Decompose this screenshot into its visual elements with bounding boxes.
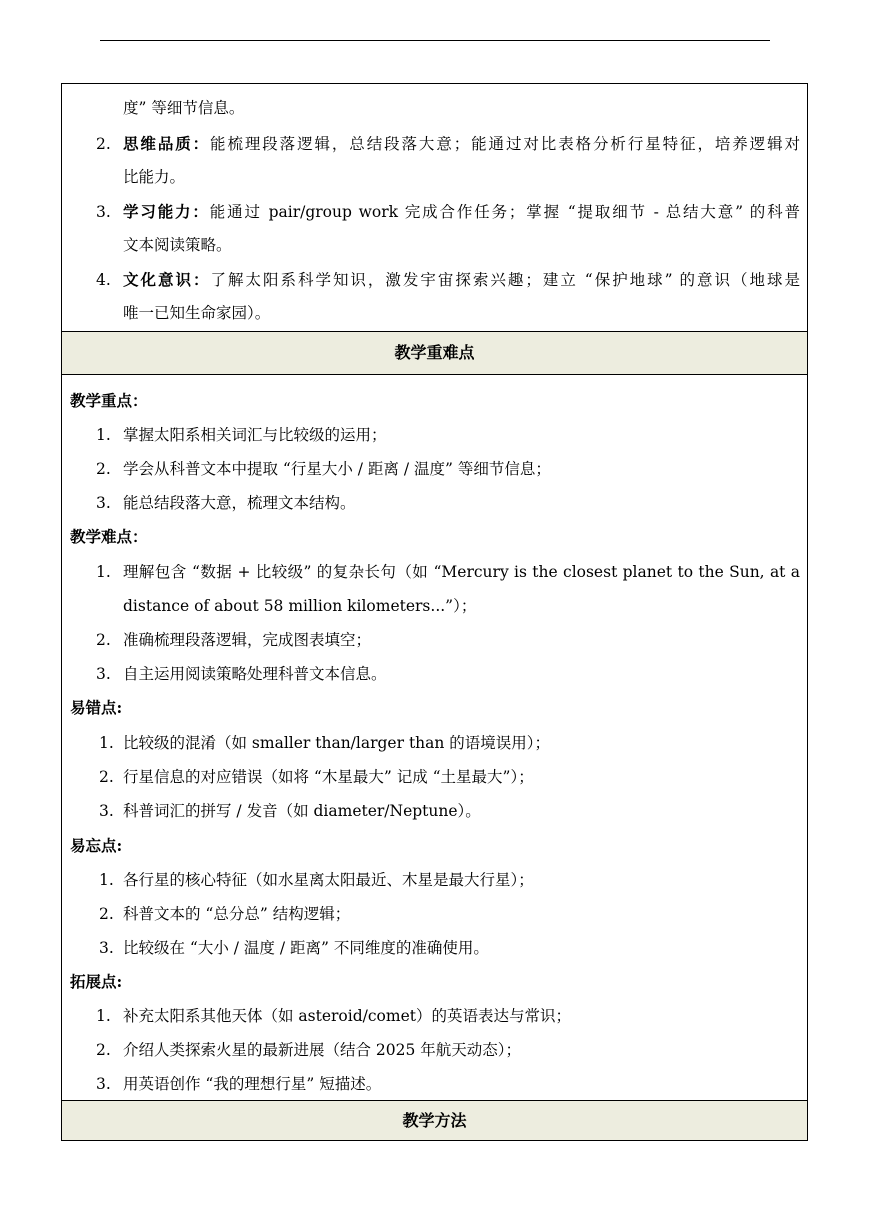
key-points-heading: 教学重点： bbox=[70, 391, 148, 410]
extension-item: 补充太阳系其他天体（如 asteroid/comet）的英语表达与常识； bbox=[123, 1007, 571, 1025]
easy-forget-heading: 易忘点: bbox=[70, 836, 123, 855]
difficult-points-heading: 教学难点： bbox=[70, 527, 148, 546]
list-number: 3. bbox=[96, 1075, 111, 1093]
objective-label: 学习能力： bbox=[123, 202, 210, 221]
objective-label: 文化意识： bbox=[123, 270, 211, 289]
page-header-rule bbox=[100, 40, 770, 41]
list-number: 2. bbox=[99, 905, 114, 923]
extension-item: 介绍人类探索火星的最新进展（结合 2025 年航天动态）； bbox=[123, 1041, 522, 1059]
easy-forget-item: 比较级在 “大小 / 温度 / 距离” 不同维度的准确使用。 bbox=[123, 939, 489, 957]
list-number: 2. bbox=[96, 631, 111, 649]
list-number: 1. bbox=[99, 871, 114, 889]
list-number: 2. bbox=[96, 460, 111, 478]
extension-item: 用英语创作 “我的理想行星” 短描述。 bbox=[123, 1075, 382, 1093]
list-number: 1. bbox=[96, 426, 111, 444]
key-point-item: 能总结段落大意，梳理文本结构。 bbox=[123, 494, 356, 512]
row-divider bbox=[62, 374, 807, 375]
list-number: 3. bbox=[96, 665, 111, 683]
list-number: 1. bbox=[99, 734, 114, 752]
key-point-item: 学会从科普文本中提取 “行星大小 / 距离 / 温度” 等细节信息； bbox=[123, 460, 551, 478]
difficult-point-item: 理解包含 “数据 + 比较级” 的复杂长句（如 “Mercury is the closest planet to the Sun, at a bbox=[123, 563, 800, 581]
objective-text: 了解太阳系科学知识，激发宇宙探索兴趣；建立 “保护地球” 的意识（地球是 bbox=[210, 271, 800, 289]
error-prone-item: 比较级的混淆（如 smaller than/larger than 的语境误用）； bbox=[123, 734, 551, 752]
objective-number: 2. bbox=[96, 135, 111, 153]
list-number: 2. bbox=[99, 768, 114, 786]
objective-text-cont: 唯一已知生命家园）。 bbox=[123, 304, 271, 322]
objective-text: 能梳理段落逻辑，总结段落大意；能通过对比表格分析行星特征，培养逻辑对 bbox=[210, 135, 800, 153]
difficult-point-item-cont: distance of about 58 million kilometers...”）； bbox=[123, 597, 477, 615]
section-header-key-points: 教学重难点 bbox=[62, 332, 807, 374]
error-prone-heading: 易错点: bbox=[70, 698, 123, 717]
objective-text: 能通过 pair/group work 完成合作任务；掌握 “提取细节 - 总结大意” 的科普 bbox=[209, 203, 800, 221]
objective-item bbox=[123, 202, 800, 222]
section-header-methods: 教学方法 bbox=[62, 1101, 807, 1140]
objective-number: 3. bbox=[96, 203, 111, 221]
list-number: 1. bbox=[96, 563, 111, 581]
list-number: 2. bbox=[96, 1041, 111, 1059]
objective-continuation: 度” 等细节信息。 bbox=[123, 99, 245, 117]
error-prone-item: 科普词汇的拼写 / 发音（如 diameter/Neptune）。 bbox=[123, 802, 481, 820]
objective-item bbox=[123, 134, 800, 154]
easy-forget-item: 科普文本的 “总分总” 结构逻辑； bbox=[123, 905, 351, 923]
list-number: 1. bbox=[96, 1007, 111, 1025]
error-prone-item: 行星信息的对应错误（如将 “木星最大” 记成 “土星最大”）； bbox=[123, 768, 534, 786]
objective-text-cont: 文本阅读策略。 bbox=[123, 236, 232, 254]
list-number: 3. bbox=[96, 494, 111, 512]
lesson-plan-table bbox=[61, 83, 808, 1141]
list-number: 3. bbox=[99, 802, 114, 820]
objective-text-cont: 比能力。 bbox=[123, 168, 186, 186]
easy-forget-item: 各行星的核心特征（如水星离太阳最近、木星是最大行星）； bbox=[123, 871, 534, 889]
difficult-point-item: 自主运用阅读策略处理科普文本信息。 bbox=[123, 665, 387, 683]
extension-heading: 拓展点: bbox=[70, 972, 123, 991]
difficult-point-item: 准确梳理段落逻辑，完成图表填空； bbox=[123, 631, 372, 649]
key-point-item: 掌握太阳系相关词汇与比较级的运用； bbox=[123, 426, 387, 444]
objective-label: 思维品质： bbox=[123, 134, 211, 153]
objective-item bbox=[123, 270, 800, 290]
objective-number: 4. bbox=[96, 271, 111, 289]
list-number: 3. bbox=[99, 939, 114, 957]
